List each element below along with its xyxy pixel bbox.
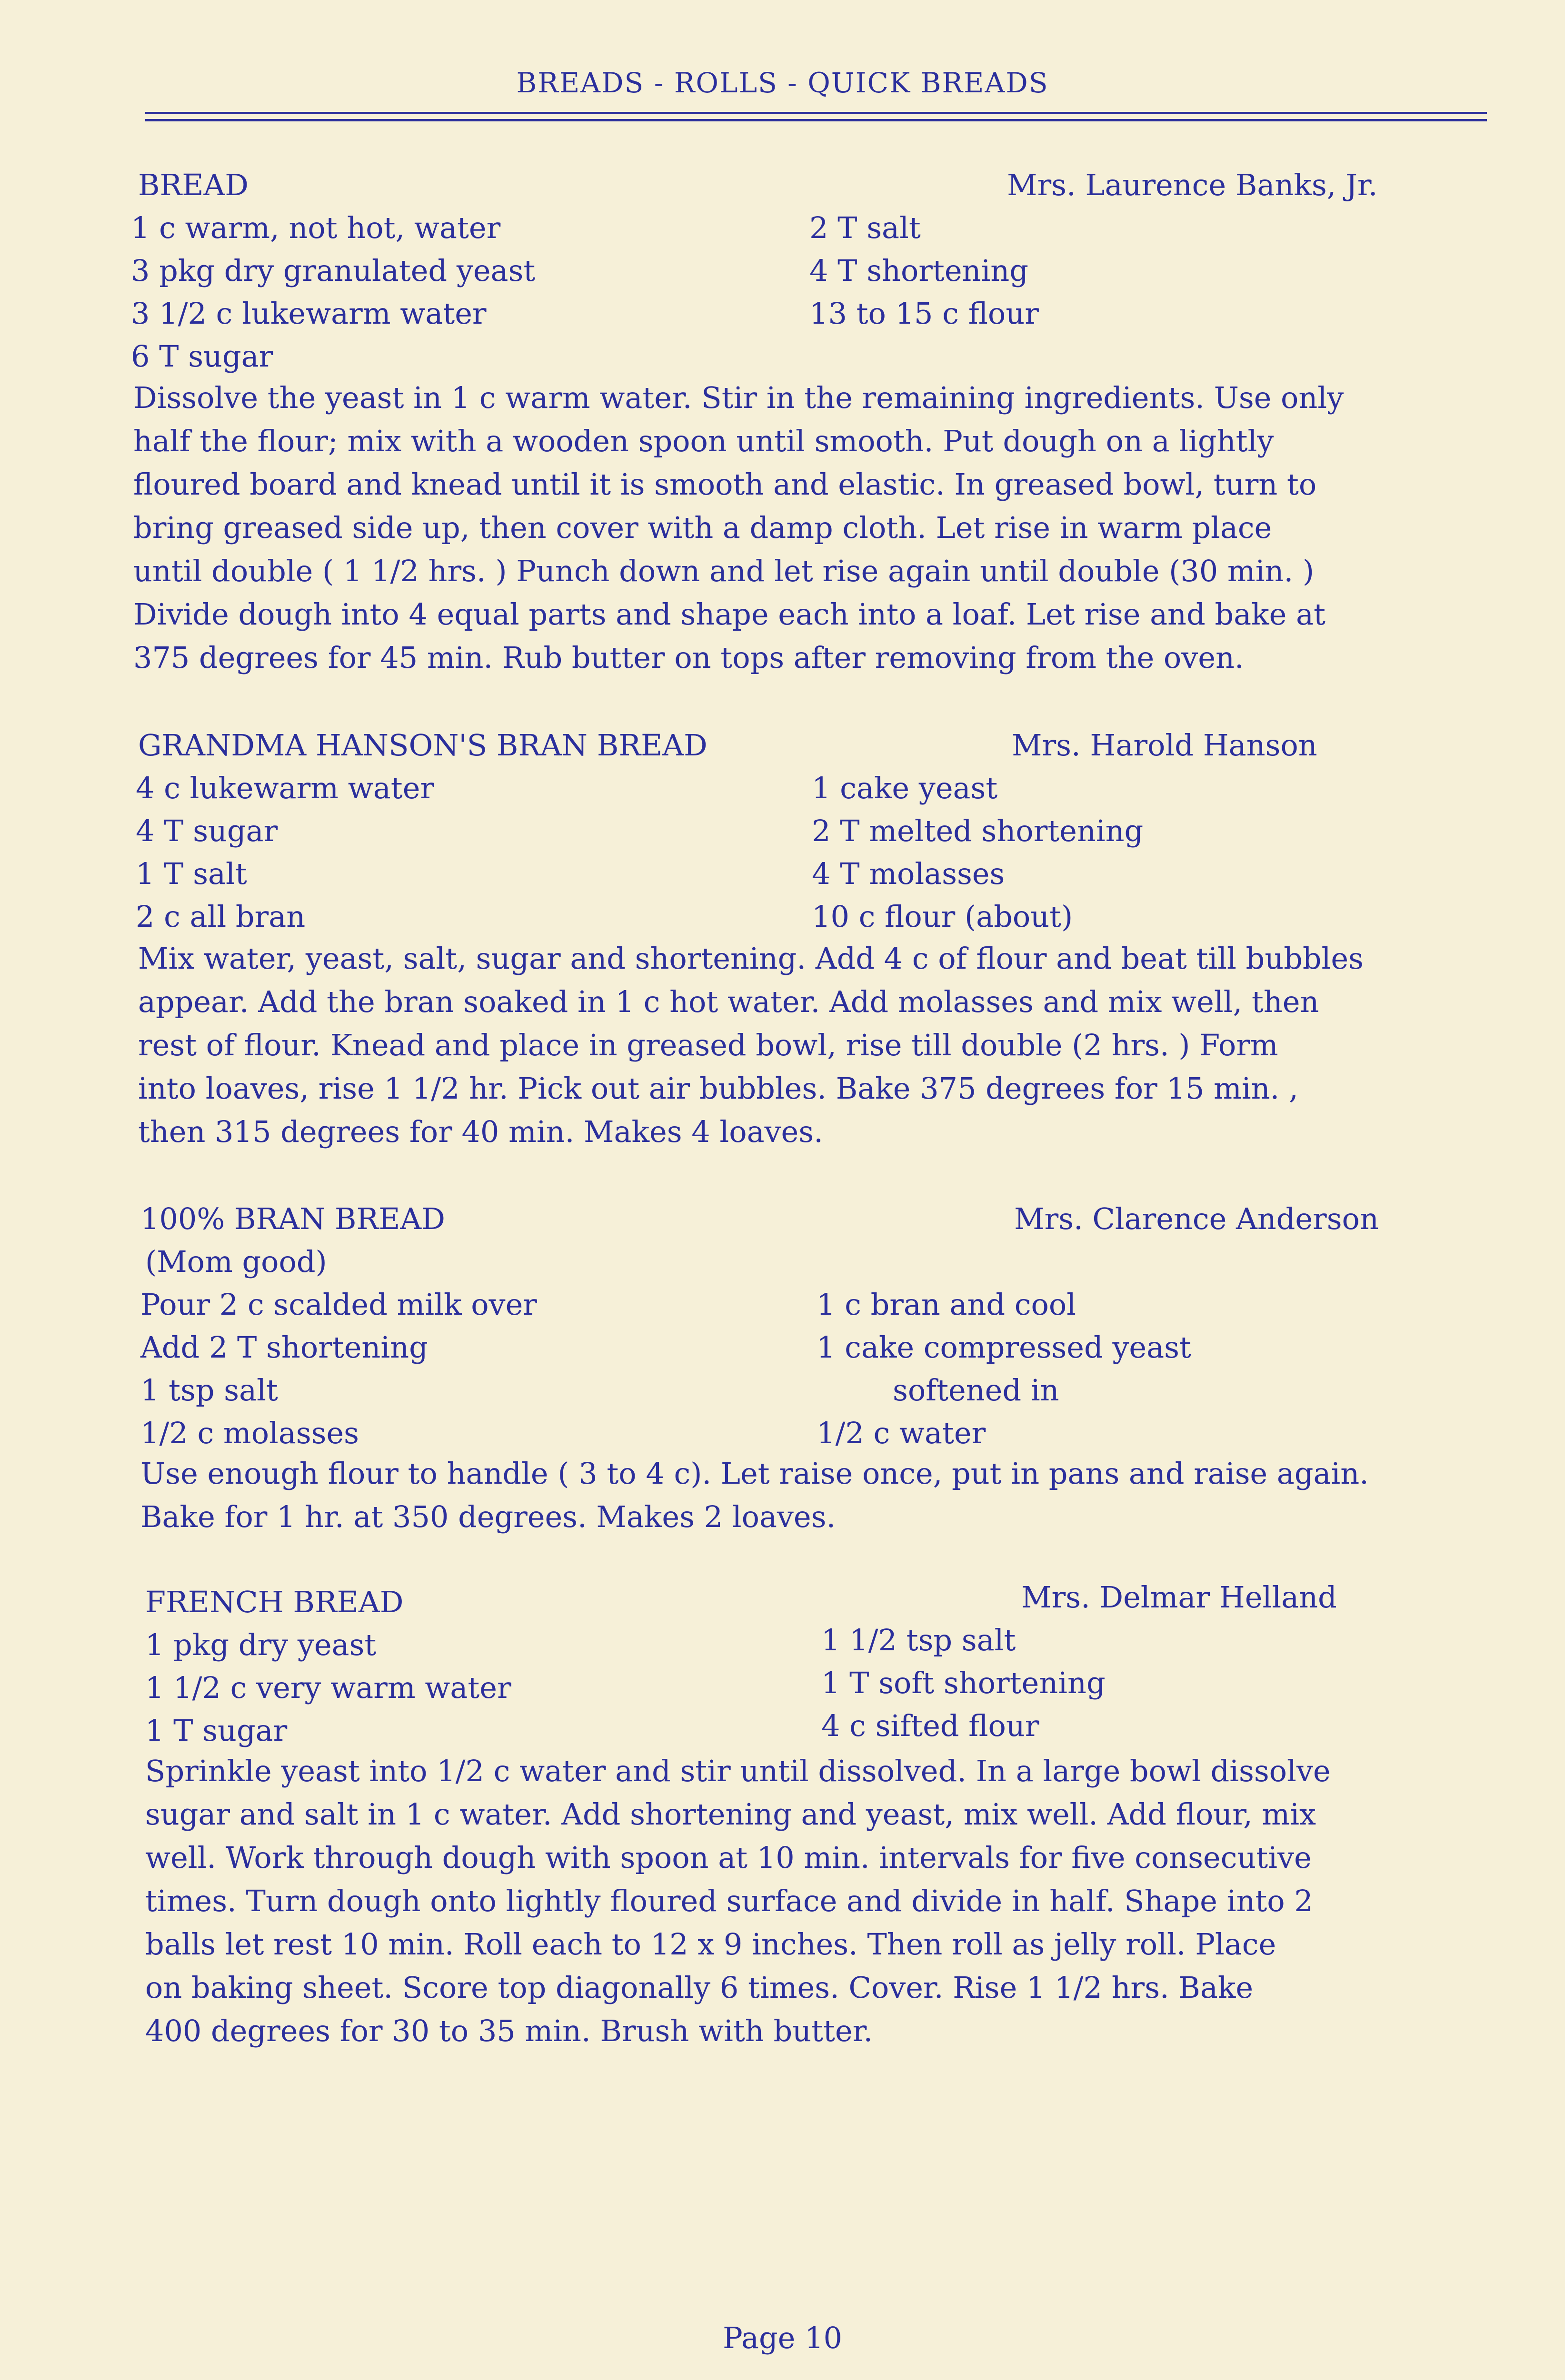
direction-line: Sprinkle yeast into 1/2 c water and stir until dissolved. In a large bowl dissolve — [145, 1754, 1331, 1788]
recipe-author: Mrs. Delmar Helland — [1021, 1580, 1337, 1615]
direction-line: appear. Add the bran soaked in 1 c hot water. Add molasses and mix well, then — [138, 984, 1319, 1019]
direction-line: 375 degrees for 45 min. Rub butter on tops after removing from the oven. — [133, 640, 1244, 675]
header-rule-top — [145, 112, 1487, 114]
ingredient: 1 T sugar — [145, 1713, 288, 1748]
direction-line: Mix water, yeast, salt, sugar and shortening. Add 4 c of flour and beat till bubbles — [138, 941, 1364, 976]
ingredient: 6 T sugar — [131, 339, 273, 374]
direction-line: times. Turn dough onto lightly floured surface and divide in half. Shape into 2 — [145, 1884, 1313, 1918]
direction-line: bring greased side up, then cover with a damp cloth. Let rise in warm place — [133, 510, 1272, 545]
ingredient: 1/2 c molasses — [140, 1416, 359, 1450]
direction-line: on baking sheet. Score top diagonally 6 times. Cover. Rise 1 1/2 hrs. Bake — [145, 1970, 1254, 2005]
ingredient: 10 c flour (about) — [812, 899, 1073, 934]
direction-line: balls let rest 10 min. Roll each to 12 x 9 inches. Then roll as jelly roll. Place — [145, 1927, 1276, 1962]
direction-line: Use enough flour to handle ( 3 to 4 c). Let raise once, put in pans and raise again. — [140, 1456, 1369, 1491]
section-header: BREADS - ROLLS - QUICK BREADS — [516, 67, 1049, 99]
direction-line: Bake for 1 hr. at 350 degrees. Makes 2 loaves. — [140, 1499, 836, 1534]
direction-line: well. Work through dough with spoon at 10 min. intervals for five consecutive — [145, 1840, 1312, 1875]
direction-line: Dissolve the yeast in 1 c warm water. Stir in the remaining ingredients. Use only — [133, 380, 1344, 415]
recipe-author: Mrs. Laurence Banks, Jr. — [1007, 168, 1378, 202]
recipe-title: FRENCH BREAD — [145, 1585, 404, 1619]
ingredient: 3 pkg dry granulated yeast — [131, 253, 536, 288]
ingredient: Add 2 T shortening — [140, 1330, 428, 1365]
ingredient: 1 T soft shortening — [821, 1666, 1106, 1700]
recipe-directions — [133, 376, 1344, 679]
recipe-title: 100% BRAN BREAD — [140, 1201, 445, 1236]
direction-line: then 315 degrees for 40 min. Makes 4 loaves. — [138, 1114, 823, 1149]
direction-line: rest of flour. Knead and place in greased bowl, rise till double (2 hrs. ) Form — [138, 1028, 1278, 1062]
ingredient: 1 cake compressed yeast — [817, 1330, 1191, 1365]
ingredient: 1 c bran and cool — [817, 1287, 1077, 1322]
direction-line: until double ( 1 1/2 hrs. ) Punch down and let rise again until double (30 min. ) — [133, 554, 1315, 588]
page-number: Page 10 — [723, 2320, 842, 2355]
ingredient: 1 tsp salt — [140, 1373, 278, 1408]
ingredient: Pour 2 c scalded milk over — [140, 1287, 537, 1322]
ingredient: 3 1/2 c lukewarm water — [131, 296, 487, 331]
direction-line: sugar and salt in 1 c water. Add shortening and yeast, mix well. Add flour, mix — [145, 1797, 1316, 1832]
direction-line: Divide dough into 4 equal parts and shape each into a loaf. Let rise and bake at — [133, 597, 1326, 632]
recipe-directions — [145, 1749, 1331, 2053]
ingredient: 1 pkg dry yeast — [145, 1627, 377, 1662]
recipe-directions — [138, 937, 1364, 1153]
ingredient: 2 T melted shortening — [812, 813, 1144, 848]
recipe-subtitle: (Mom good) — [145, 1244, 327, 1279]
direction-line: 400 degrees for 30 to 35 min. Brush with butter. — [145, 2013, 873, 2048]
ingredient: 4 c sifted flour — [821, 1708, 1039, 1743]
direction-line: into loaves, rise 1 1/2 hr. Pick out air bubbles. Bake 375 degrees for 15 min. , — [138, 1071, 1298, 1106]
ingredient: 4 c lukewarm water — [136, 771, 435, 805]
recipe-title: GRANDMA HANSON'S BRAN BREAD — [138, 728, 708, 763]
ingredient: 1 c warm, not hot, water — [131, 210, 501, 245]
recipe-author: Mrs. Harold Hanson — [1012, 728, 1317, 763]
recipe-title: BREAD — [138, 168, 249, 202]
recipe-author: Mrs. Clarence Anderson — [1014, 1201, 1379, 1236]
direction-line: half the flour; mix with a wooden spoon until smooth. Put dough on a lightly — [133, 424, 1274, 458]
recipe-directions — [140, 1452, 1369, 1538]
ingredient: 4 T molasses — [812, 856, 1005, 891]
ingredient: 4 T shortening — [809, 253, 1028, 288]
ingredient: 1/2 c water — [817, 1416, 986, 1450]
ingredient: 1 1/2 tsp salt — [821, 1623, 1016, 1657]
ingredient: 2 T salt — [809, 210, 921, 245]
ingredient: softened in — [893, 1373, 1059, 1408]
direction-line: floured board and knead until it is smooth and elastic. In greased bowl, turn to — [133, 467, 1317, 502]
ingredient: 1 cake yeast — [812, 771, 998, 805]
header-rule-bottom — [145, 119, 1487, 121]
ingredient: 1 T salt — [136, 856, 247, 891]
ingredient: 2 c all bran — [136, 899, 306, 934]
ingredient: 1 1/2 c very warm water — [145, 1670, 511, 1705]
ingredient: 13 to 15 c flour — [809, 296, 1039, 331]
ingredient: 4 T sugar — [136, 813, 278, 848]
